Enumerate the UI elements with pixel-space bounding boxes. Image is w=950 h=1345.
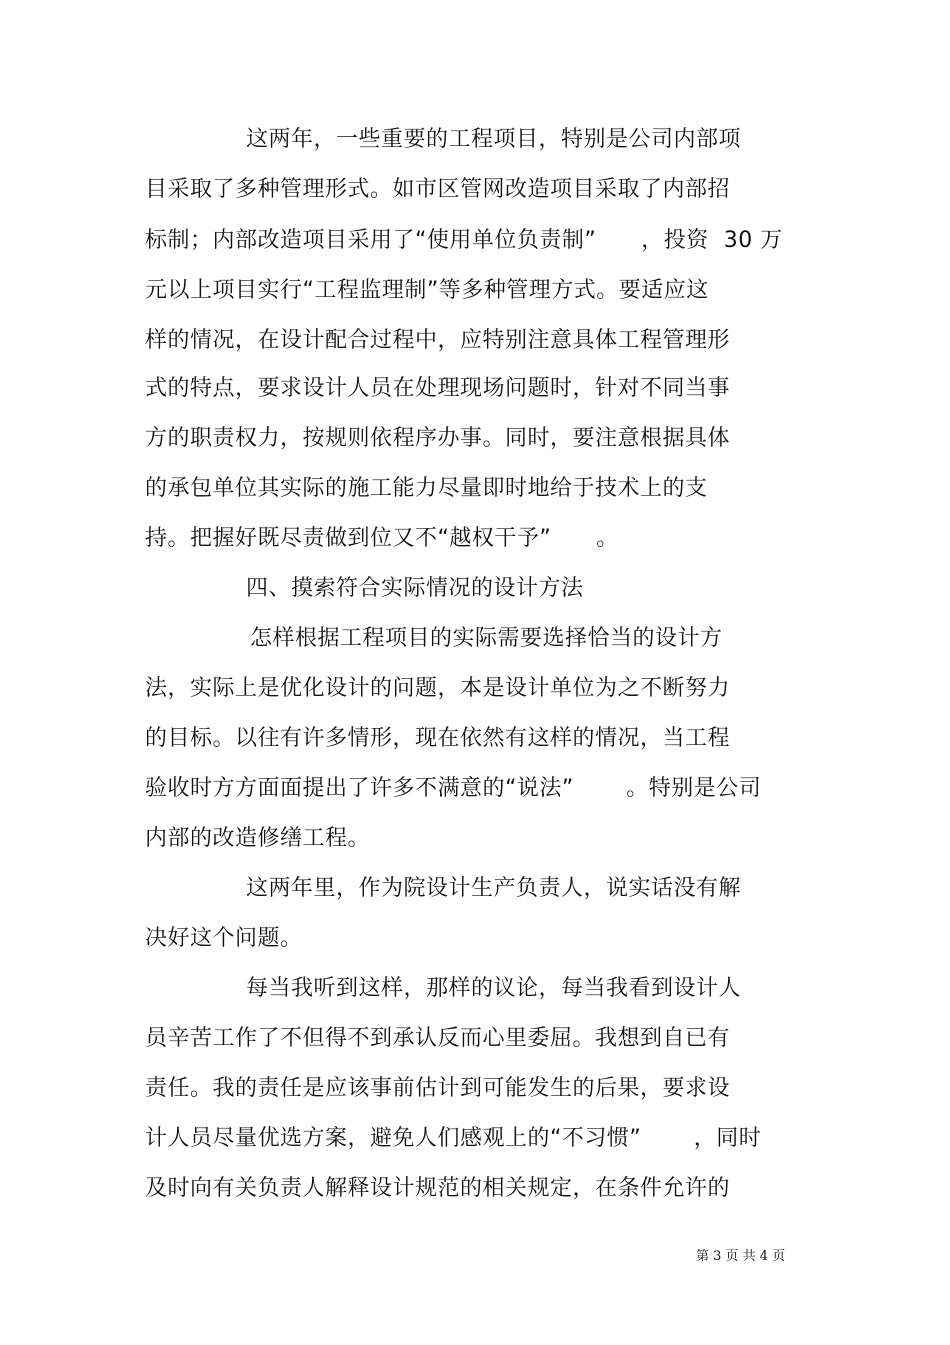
page-number-footer: 第 3 页 共 4 页	[696, 1249, 786, 1264]
text-line: 责任。我的责任是应该事前估计到可能发生的后果，要求设	[145, 1076, 731, 1101]
text-line: 验收时方方面面提出了许多不满意的“说法” 。特别是公司	[145, 776, 762, 801]
text-line: 法，实际上是优化设计的问题，本是设计单位为之不断努力	[145, 676, 731, 701]
text-line: 的目标。以往有许多情形，现在依然有这样的情况，当工程	[145, 726, 731, 751]
text-line: 这两年里，作为院设计生产负责人，说实话没有解	[246, 876, 742, 901]
text-line: 决好这个问题。	[145, 926, 303, 951]
text-line: 内部的改造修缮工程。	[145, 826, 371, 851]
text-line: 式的特点，要求设计人员在处理现场问题时，针对不同当事	[145, 376, 731, 401]
text-line: 标制；内部改造项目采用了“使用单位负责制” ，投资 30 万	[145, 228, 783, 253]
text-line: 目采取了多种管理形式。如市区管网改造项目采取了内部招	[145, 177, 731, 202]
text-line: 及时向有关负责人解释设计规范的相关规定，在条件允许的	[145, 1176, 731, 1201]
text-line: 这两年，一些重要的工程项目，特别是公司内部项	[246, 127, 742, 152]
text-line: 员辛苦工作了不但得不到承认反而心里委屈。我想到自已有	[145, 1026, 731, 1051]
text-line: 的承包单位其实际的施工能力尽量即时地给于技术上的支	[145, 476, 708, 501]
text-line: 样的情况，在设计配合过程中，应特别注意具体工程管理形	[145, 328, 731, 353]
text-line: 持。把握好既尽责做到位又不“越权干予” 。	[145, 526, 619, 551]
section-heading: 四、摸索符合实际情况的设计方法	[246, 576, 584, 601]
text-line: 计人员尽量优选方案，避免人们感观上的“不习惯” ，同时	[145, 1126, 762, 1151]
text-line: 怎样根据工程项目的实际需要选择恰当的设计方	[250, 626, 723, 651]
text-line: 元以上项目实行“工程监理制”等多种管理方式。要适应这	[145, 278, 709, 303]
text-line: 每当我听到这样，那样的议论，每当我看到设计人	[246, 976, 742, 1001]
text-line: 方的职责权力，按规则依程序办事。同时，要注意根据具体	[145, 426, 731, 451]
